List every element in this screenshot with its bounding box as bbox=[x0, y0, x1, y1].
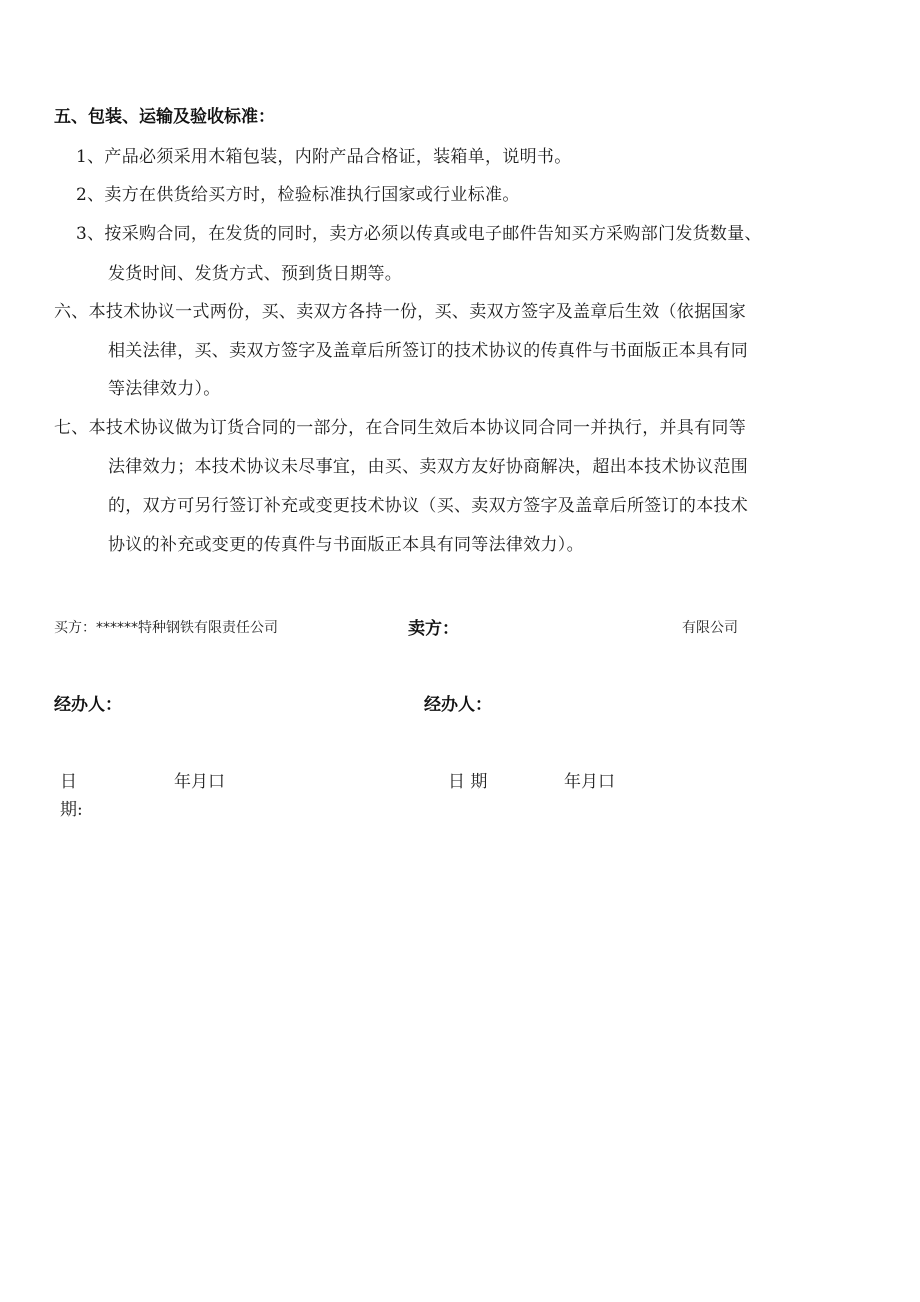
section6-line1: 六、本技术协议一式两份，买、卖双方各持一份，买、卖双方签字及盖章后生效（依据国家 bbox=[54, 302, 746, 322]
section5-item1: 1、产品必须采用木箱包装，内附产品合格证，装箱单，说明书。 bbox=[76, 147, 572, 167]
section5-item3-line2: 发货时间、发货方式、预到货日期等。 bbox=[108, 264, 403, 284]
section5-title: 五、包装、运输及验收标准： bbox=[54, 107, 275, 127]
seller-date-label: 日 期 bbox=[448, 772, 488, 792]
section7-line2: 法律效力；本技术协议未尽事宜，由买、卖双方友好协商解决，超出本技术协议范围 bbox=[108, 457, 749, 477]
section7-line3: 的，双方可另行签订补充或变更技术协议（买、卖双方签字及盖章后所签订的本技术 bbox=[108, 496, 749, 516]
section6-line2: 相关法律，买、卖双方签字及盖章后所签订的技术协议的传真件与书面版正本具有同 bbox=[108, 341, 749, 361]
section5-item2: 2、卖方在供货给买方时，检验标准执行国家或行业标准。 bbox=[76, 185, 520, 205]
seller-date-value: 年月口 bbox=[564, 772, 615, 792]
buyer-company: 买方：******特种钢铁有限责任公司 bbox=[54, 620, 278, 636]
seller-label: 卖方： bbox=[408, 619, 459, 639]
buyer-date-label-1: 日 bbox=[60, 772, 77, 792]
section6-line3: 等法律效力）。 bbox=[108, 379, 221, 399]
seller-agent-label: 经办人： bbox=[424, 695, 492, 715]
seller-company: 有限公司 bbox=[682, 620, 738, 636]
section5-item3-line1: 3、按采购合同，在发货的同时，卖方必须以传真或电子邮件告知买方采购部门发货数量、 bbox=[76, 224, 762, 244]
buyer-date-value: 年月口 bbox=[174, 772, 225, 792]
buyer-date-label-2: 期: bbox=[60, 800, 83, 820]
section7-line4: 协议的补充或变更的传真件与书面版正本具有同等法律效力）。 bbox=[108, 535, 584, 555]
buyer-agent-label: 经办人： bbox=[54, 695, 122, 715]
section7-line1: 七、本技术协议做为订货合同的一部分，在合同生效后本协议同合同一并执行，并具有同等 bbox=[54, 418, 746, 438]
